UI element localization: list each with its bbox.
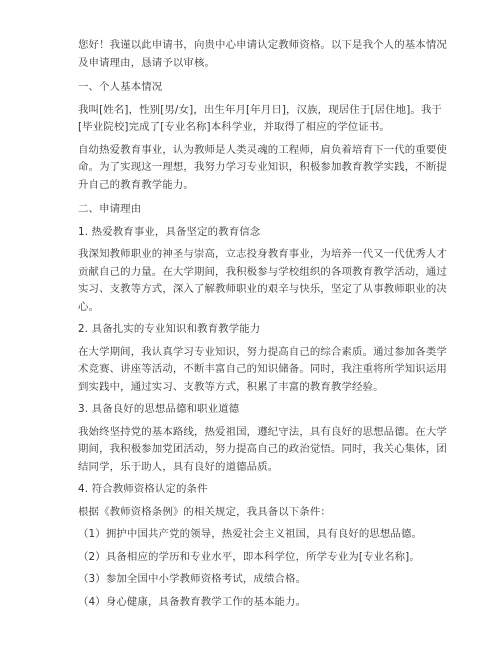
section-heading-personal-info: 一、个人基本情况 [78,81,163,93]
condition-item-3: （3）参加全国中小学教师资格考试，成绩合格。 [78,573,307,585]
reason-1-body: 我深知教师职业的神圣与崇高，立志投身教育事业，为培养一代又一代优秀人才贡献自己的力量。在大学期间，我积极参与学校组织的各项教育教学活动，通过实习、支教等方式，深入了解教师职业的艰辛与快乐，坚定了从事教师职业的决心。 [78,248,447,313]
section-heading-reasons: 二、申请理由 [78,203,142,215]
reason-3-title: 3. 具备良好的思想品德和职业道德 [78,403,240,415]
reason-2-title: 2. 具备扎实的专业知识和教育教学能力 [78,323,261,335]
reason-4-title: 4. 符合教师资格认定的条件 [78,483,208,495]
reason-1-title: 1. 热爱教育事业，具备坚定的教育信念 [78,225,261,238]
condition-item-2: （2）具备相应的学历和专业水平，即本科学位，所学专业为[专业名称]。 [78,550,420,563]
reason-4-body: 根据《教师资格条例》的相关规定，我具备以下条件： [78,505,331,518]
condition-item-4: （4）身心健康，具备教育教学工作的基本能力。 [78,595,307,608]
reason-2-body: 在大学期间，我认真学习专业知识，努力提高自己的综合素质。通过参加各类学术竞赛、讲座等活动，不断丰富自己的知识储备。同时，我注重将所学知识运用到实践中，通过实习、支教等方式，积累了丰富的教育教学经验。 [78,345,447,393]
reason-3-body: 我始终坚持党的基本路线，热爱祖国，遵纪守法，具有良好的思想品德。在大学期间，我积极参加党团活动，努力提高自己的政治觉悟。同时，我关心集体，团结同学，乐于助人，具有良好的道德品质。 [78,425,447,473]
intro-paragraph: 您好！我谨以此申请书，向贵中心申请认定教师资格。以下是我个人的基本情况及申请理由，恳请予以审核。 [78,39,447,69]
personal-info-paragraph-1: 我叫[姓名]，性别[男/女]，出生年月[年月日]，汉族，现居住于[居住地]。我于[毕业院校]完成了[专业名称]本科学业，并取得了相应的学位证书。 [78,103,443,133]
personal-info-paragraph-2: 自幼热爱教育事业，认为教师是人类灵魂的工程师，肩负着培育下一代的重要使命。为了实现这一理想，我努力学习专业知识，积极参加教育教学实践，不断提升自己的教育教学能力。 [78,143,447,191]
document-body [78,37,450,611]
condition-item-1: （1）拥护中国共产党的领导，热爱社会主义祖国，具有良好的思想品德。 [78,528,423,540]
